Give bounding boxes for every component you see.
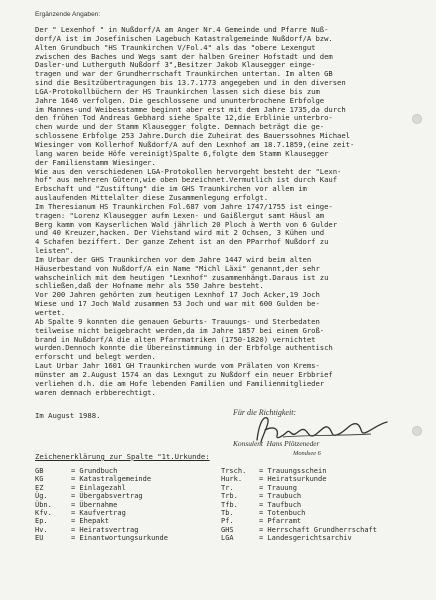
text-line: schlossene Erbfolge 253 Jahre.Durch die Zuheirat des Bauerssohnes Michael <box>35 131 350 141</box>
legend-abbrev: Trsch. <box>221 467 247 475</box>
text-line: Jahre 1646 verfolgen. Die geschlossene und ununterbrochene Erbfolge <box>35 95 325 105</box>
legend-abbrev: Kfv. <box>35 508 52 517</box>
text-line: chen wurde und der Stamm Klausegger folgte. Demnach beträgt die ge- <box>35 122 325 132</box>
legend-row <box>35 501 420 509</box>
punch-hole-bottom <box>412 426 422 436</box>
legend-row <box>35 475 420 483</box>
legend-meaning: = Grundbuch <box>71 467 118 475</box>
text-line: hof" aus mehreren Gütern,wie oben bezeichnet.Vermutlich ist durch Kauf <box>35 175 338 185</box>
text-line: Wie aus den verschiedenen LGA-Protokollen hervorgeht besteht der "Lexn- <box>35 166 342 176</box>
legend-abbrev: GHS <box>221 525 234 534</box>
legend-row <box>35 484 420 492</box>
text-line: brand in Nußdorf/A die alten Pfarrmatriken (1750-1820) vernichtet <box>35 334 316 344</box>
text-line: 4 Schafen beziffert. Der ganze Zehent ist an den PParrhof Nußdorf zu <box>35 237 329 247</box>
legend-abbrev: Pf. <box>221 517 234 526</box>
legend-abbrev: Tr. <box>221 483 234 492</box>
text-line: zwischen des Baches und Wegs samt der halben Greiner Hofstadt und dem <box>35 51 333 61</box>
text-line: LGA-Protokollbüchern der HS Traunkirchen lassen sich diese bis zum <box>35 86 320 96</box>
legend-meaning: = Ehepakt <box>71 517 109 526</box>
legend-meaning: = Katastralgemeinde <box>71 475 152 484</box>
legend-title: Zeichenerklärung zur Spalte "1t.Urkunde: <box>35 452 210 461</box>
legend-abbrev: EU <box>35 534 44 543</box>
text-line: wurden.Dennoch konnte die Übereinstimmung in der Erbfolge authentisch <box>35 343 333 353</box>
text-line: wahscheinlich mit dem heutigen "Lexnhof" zusammenhängt.Daraus ist zu <box>35 272 329 282</box>
text-line: Ab Spalte 9 konnten die genauen Geburts- Trauungs- und Sterbedaten <box>35 316 320 326</box>
legend-meaning: = Landesgerichtsarchiv <box>259 534 352 543</box>
text-line: und 40 Kreuzer,hacken. Der Viehstand wird mit 2 Ochsen, 3 Kühen und <box>35 228 325 238</box>
text-line: Alten Grundbuch "HS Traunkirchen V/Fol.4" als das "obere Lexengut <box>35 42 316 52</box>
legend-row <box>35 509 420 517</box>
legend-abbrev: Hv. <box>35 525 48 534</box>
abbreviation-legend <box>35 467 420 543</box>
document-body <box>35 26 420 397</box>
text-line: Erbschaft und "Zustiftung" die im GHS Traunkirchen vor allem im <box>35 184 307 194</box>
legend-meaning: = Heiratsvertrag <box>71 525 139 534</box>
text-line: im Mannes-und Weibesstamme beginnt aber erst mit dem Jahre 1735,da durch <box>35 104 346 114</box>
legend-abbrev: Ep. <box>35 517 48 526</box>
text-line: verliehen d.h. die am Hofe lebenden Familien und Familienmitglieder <box>35 378 325 388</box>
legend-row <box>35 467 420 475</box>
legend-abbrev: EZ <box>35 483 44 492</box>
text-line: wertet. <box>35 308 66 317</box>
text-line: tragen und war der Grundherrschaft Traunkirchen untertan. Im alten GB <box>35 69 333 79</box>
correctness-label: Für die Richtigkeit: <box>233 408 297 417</box>
legend-abbrev: Übn. <box>35 500 52 509</box>
legend-meaning: = Trauungsschein <box>259 467 327 475</box>
text-line: waren demnach erbberechtigt. <box>35 387 156 397</box>
legend-meaning: = Einantwortungsurkunde <box>71 534 168 543</box>
text-line: Laut Urbar Jahr 1601 GH Traunkirchen wurde vom Prälaten von Krems- <box>35 361 320 371</box>
text-line: Berg kamm vom Kayserlichen Wald jährlich 20 Ploch à Werth von 6 Gulder <box>35 219 338 229</box>
text-line: sind die Besitzübertragungen bis 13.7.1773 angegeben und in den diversen <box>35 78 346 88</box>
legend-abbrev: Tfb. <box>221 500 238 509</box>
legend-abbrev: Üg. <box>35 492 48 501</box>
legend-meaning: = Kaufvertrag <box>71 508 126 517</box>
legend-meaning: = Trauung <box>259 483 297 492</box>
section-heading: Ergänzende Angaben: <box>35 11 101 18</box>
text-line: lang waren beide Höfe vereinigt)Spalte 6,folgte dem Stamm Klausegger <box>35 148 329 158</box>
legend-abbrev: Hurk. <box>221 475 243 484</box>
legend-meaning: = Herrschaft Grundherrschaft <box>259 525 378 534</box>
text-line: Wiesinger vom Kollerhof Nußdorf/A auf den Lexnhof am 18.7.1859,(eine zeit- <box>35 139 355 149</box>
text-line: erforscht und belegt werden. <box>35 352 156 362</box>
legend-row <box>35 526 420 534</box>
text-line: schließen,daß der Hofname mehr als 550 Jahre besteht. <box>35 281 264 291</box>
text-line: der Familienstamm Wiesinger. <box>35 157 156 167</box>
legend-row <box>35 534 420 542</box>
legend-abbrev: LGA <box>221 534 234 543</box>
text-line: dorf/A ist im Josefinischen Lagebuch Katastralgemeinde Nußdorf/A bzw. <box>35 33 333 43</box>
legend-meaning: = Traubuch <box>259 492 302 501</box>
text-line: Im Urbar der GHS Traunkirchen vor dem Jahre 1447 wird beim alten <box>35 254 312 264</box>
legend-abbrev: Trb. <box>221 492 238 501</box>
text-line: Dasler-und Lutherguth Nußdorf 3",Besitzer Jakob Klausegger einge- <box>35 60 316 70</box>
text-line: Häuserbestand von Nußdorf/A ein Name "Michl Läxi" genannt,der sehr <box>35 263 320 273</box>
text-line: tragen: "Lorenz Klausegger aufm Lexen- und Gaißlergut samt Häusl am <box>35 210 325 220</box>
text-line: auslaufenden Mittelalter diese Zusammenlegung erfolgt. <box>35 193 269 203</box>
consultant-name: Konsulent Hans Plötzeneder <box>233 439 320 448</box>
legend-meaning: = Heiratsurkunde <box>259 475 327 484</box>
text-line: Im Theresianum HS Traunkirchen Fol.687 vom Jahre 1747/1755 ist einge- <box>35 201 333 211</box>
text-line: Der " Lexenhof " in Nußdorf/A am Anger Nr.4 Gemeinde und Pfarre Nuß- <box>35 25 329 34</box>
text-line: den frühen Tod Andreas Gebhard siehe Spalte 12,die Erblinie unterbro- <box>35 113 333 123</box>
date-line: Im August 1988. <box>35 411 101 420</box>
text-line: teilweise nicht beigebracht werden,da im Jahre 1857 bei einem Groß- <box>35 325 325 335</box>
place-line: Mondsee 6 <box>293 450 321 457</box>
legend-abbrev: GB <box>35 467 44 475</box>
legend-meaning: = Übernahme <box>71 500 118 509</box>
legend-meaning: = Einlagezahl <box>71 483 126 492</box>
text-line: leisten". <box>35 246 74 256</box>
legend-abbrev: Tb. <box>221 508 234 517</box>
legend-row <box>35 492 420 500</box>
legend-meaning: = Taufbuch <box>259 500 302 509</box>
legend-row <box>35 517 420 525</box>
text-line: Wiese und 17 Joch Wald zusammen 53 Joch und war mit 600 Gulden be- <box>35 299 320 309</box>
legend-meaning: = Totenbuch <box>259 508 306 517</box>
text-line: münster am 2.August 1574 an das Lexngut zu Nußdorf ein neuer Erbbrief <box>35 369 333 379</box>
text-line: Vor 200 Jahren gehörten zum heutigen Lexnhof 17 Joch Acker,19 Joch <box>35 290 320 300</box>
legend-meaning: = Übergabsvertrag <box>71 492 143 501</box>
legend-meaning: = Pfarramt <box>259 517 302 526</box>
legend-abbrev: KG <box>35 475 44 484</box>
